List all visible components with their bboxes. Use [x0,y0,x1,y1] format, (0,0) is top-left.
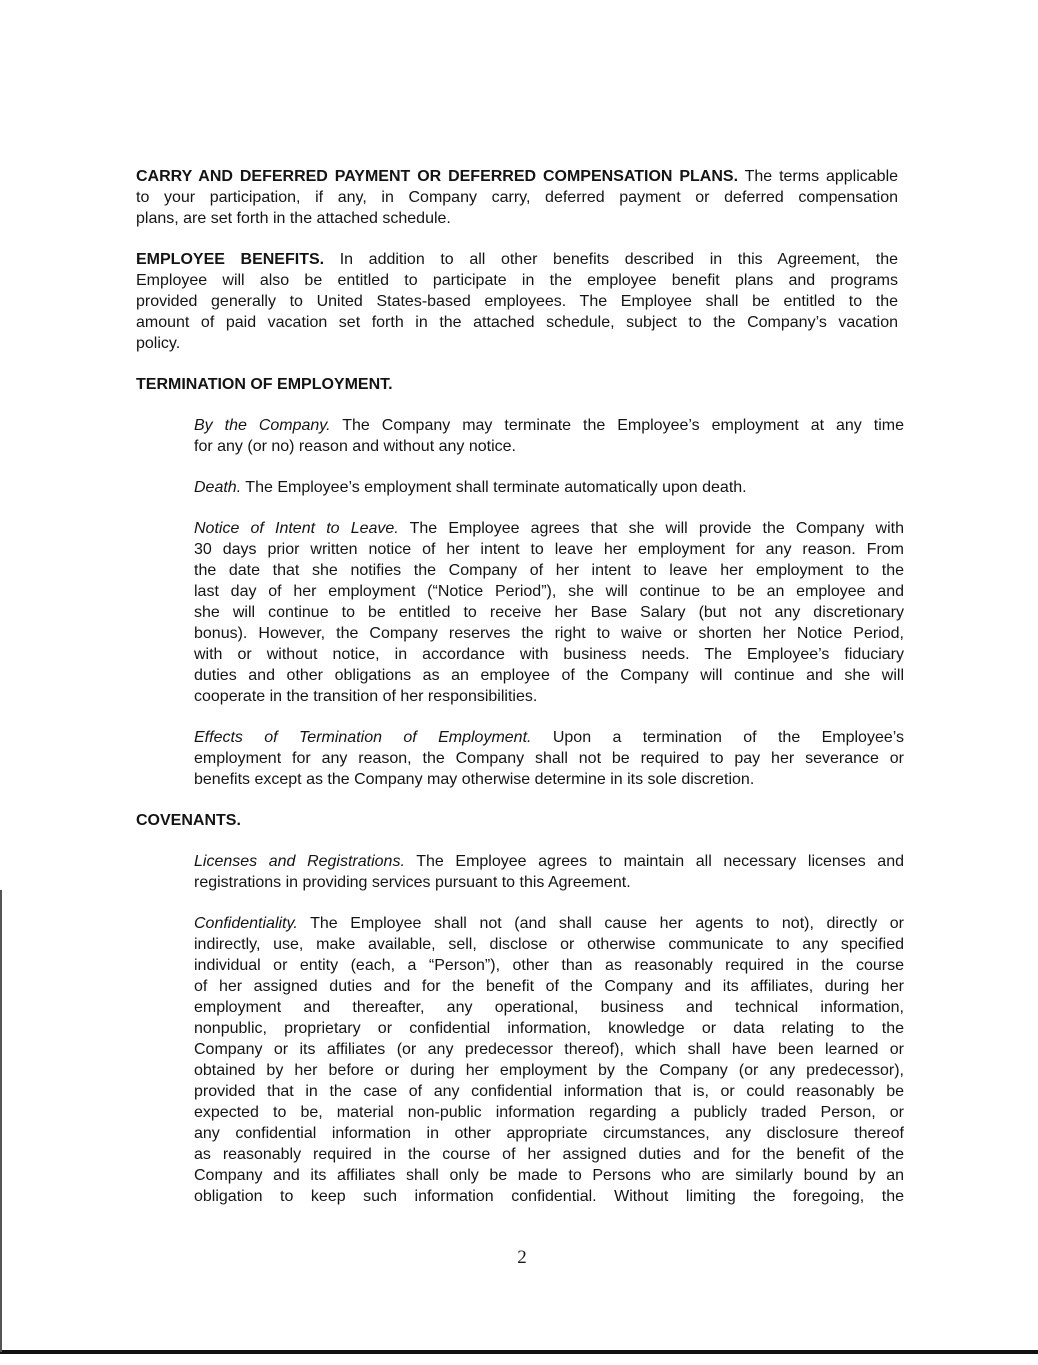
section-heading-termination: TERMINATION OF EMPLOYMENT. [136,376,393,393]
text-line [194,955,904,976]
line-text: cooperate in the transition of her responsibilities. [194,688,538,705]
text-line [194,1144,904,1165]
subsection-title-licenses-registrations: Licenses and Registrations. [194,853,405,870]
subsection-by-the-company [194,415,904,457]
text-line [194,769,904,790]
text-line [194,686,904,707]
text-line [194,913,904,934]
text-line [136,312,898,333]
text-line [194,1123,904,1144]
text-line [194,1039,904,1060]
subsection-title-confidentiality: Confidentiality. [194,915,298,932]
text-line [194,748,904,769]
text-line [194,1102,904,1123]
line-text: registrations in providing services pursuant to this Agreement. [194,874,631,891]
line-text: of her assigned duties and for the benefit of the Company and its affiliates, during her [194,978,904,995]
line-text: last day of her employment (“Notice Period”), she will continue to be an employee and [194,583,904,600]
line-text: The terms applicable [744,168,899,185]
text-line [194,581,904,602]
text-line [194,415,904,436]
section-heading-covenants: COVENANTS. [136,812,241,829]
line-text: nonpublic, proprietary or confidential information, knowledge or data relating to the [194,1020,904,1037]
line-text: The Company may terminate the Employee’s employment at any time [342,417,904,434]
text-line [194,623,904,644]
text-line [136,187,898,208]
line-text: with or without notice, in accordance with business needs. The Employee’s fiduciary [194,646,904,663]
line-text: individual or entity (each, a “Person”), other than as reasonably required in the course [194,957,904,974]
text-line [194,518,904,539]
subsection-effects-of-termination [194,727,904,790]
line-text: employment for any reason, the Company shall not be required to pay her severance or [194,750,904,767]
text-line [136,291,898,312]
section-heading-carry-deferred-compensation: CARRY AND DEFERRED PAYMENT OR DEFERRED COMPENSATION PLANS. [136,168,739,185]
document-page-body [0,166,1038,1227]
line-text: The Employee agrees that she will provide the Company with [409,520,905,537]
text-line [194,1165,904,1186]
line-text: bonus). However, the Company reserves the right to waive or shorten her Notice Period, [194,625,904,642]
text-line [194,997,904,1018]
text-line [194,872,904,893]
scan-bottom-edge [0,1350,1038,1354]
text-line [194,1060,904,1081]
line-text: The Employee’s employment shall terminate automatically upon death. [245,479,747,496]
text-line [194,1018,904,1039]
text-line [194,539,904,560]
subsection-notice-of-intent [194,518,904,707]
line-text: for any (or no) reason and without any notice. [194,438,516,455]
text-line [194,602,904,623]
line-text: obtained by her before or during her employment by the Company (or any predecessor), [194,1062,904,1079]
line-text: 30 days prior written notice of her intent to leave her employment for any reason. From [194,541,904,558]
line-text: Upon a termination of the Employee’s [552,729,904,746]
text-line [194,1081,904,1102]
line-text: The Employee agrees to maintain all necessary licenses and [416,853,905,870]
line-text: In addition to all other benefits described in this Agreement, the [339,251,898,268]
line-text: as reasonably required in the course of her assigned duties and for the benefit of the [194,1146,904,1163]
text-line [136,208,898,229]
section-heading-employee-benefits: EMPLOYEE BENEFITS. [136,251,325,268]
page-number: 2 [517,1247,527,1268]
line-text: indirectly, use, make available, sell, disclose or otherwise communicate to any specified [194,936,904,953]
line-text: provided generally to United States-based employees. The Employee shall be entitled to the [136,293,898,310]
line-text: policy. [136,335,181,352]
line-text: to your participation, if any, in Company carry, deferred payment or deferred compensation [136,189,898,206]
line-text: any confidential information in other appropriate circumstances, any disclosure thereof [194,1125,904,1142]
line-text: the date that she notifies the Company of her intent to leave her employment to the [194,562,904,579]
section-carry-deferred-compensation [136,166,898,229]
line-text: Company and its affiliates shall only be made to Persons who are similarly bound by an [194,1167,904,1184]
text-line [194,644,904,665]
text-line [194,436,904,457]
line-text: employment and thereafter, any operational, business and technical information, [194,999,904,1016]
subsection-title-death: Death. [194,479,242,496]
text-line [194,477,904,498]
subsection-title-by-the-company: By the Company. [194,417,331,434]
text-line [136,333,898,354]
text-line [194,1186,904,1207]
line-text: expected to be, material non-public information regarding a publicly traded Person, or [194,1104,904,1121]
line-text: provided that in the case of any confidential information that is, or could reasonably be [194,1083,904,1100]
scan-left-edge [0,890,2,1352]
text-line [136,270,898,291]
line-text: The Employee shall not (and shall cause her agents to not), directly or [310,915,905,932]
line-text: duties and other obligations as an employee of the Company will continue and she will [194,667,904,684]
subsection-confidentiality [194,913,904,1207]
line-text: Employee will also be entitled to participate in the employee benefit plans and programs [136,272,898,289]
line-text: amount of paid vacation set forth in the attached schedule, subject to the Company’s vacation [136,314,898,331]
text-line [136,166,898,187]
line-text: benefits except as the Company may otherwise determine in its sole discretion. [194,771,755,788]
subsection-licenses-registrations [194,851,904,893]
text-line [194,560,904,581]
subsection-death [194,477,904,498]
section-employee-benefits [136,249,898,354]
line-text: Company or its affiliates (or any predecessor thereof), which shall have been learned or [194,1041,904,1058]
line-text: plans, are set forth in the attached schedule. [136,210,451,227]
text-line [194,934,904,955]
text-line [194,727,904,748]
line-text: she will continue to be entitled to receive her Base Salary (but not any discretionary [194,604,904,621]
text-line [194,851,904,872]
text-line [194,665,904,686]
line-text: obligation to keep such information confidential. Without limiting the foregoing, the [194,1188,904,1205]
subsection-title-effects-of-termination: Effects of Termination of Employment. [194,729,532,746]
subsection-title-notice-of-intent: Notice of Intent to Leave. [194,520,399,537]
text-line [136,249,898,270]
text-line [194,976,904,997]
